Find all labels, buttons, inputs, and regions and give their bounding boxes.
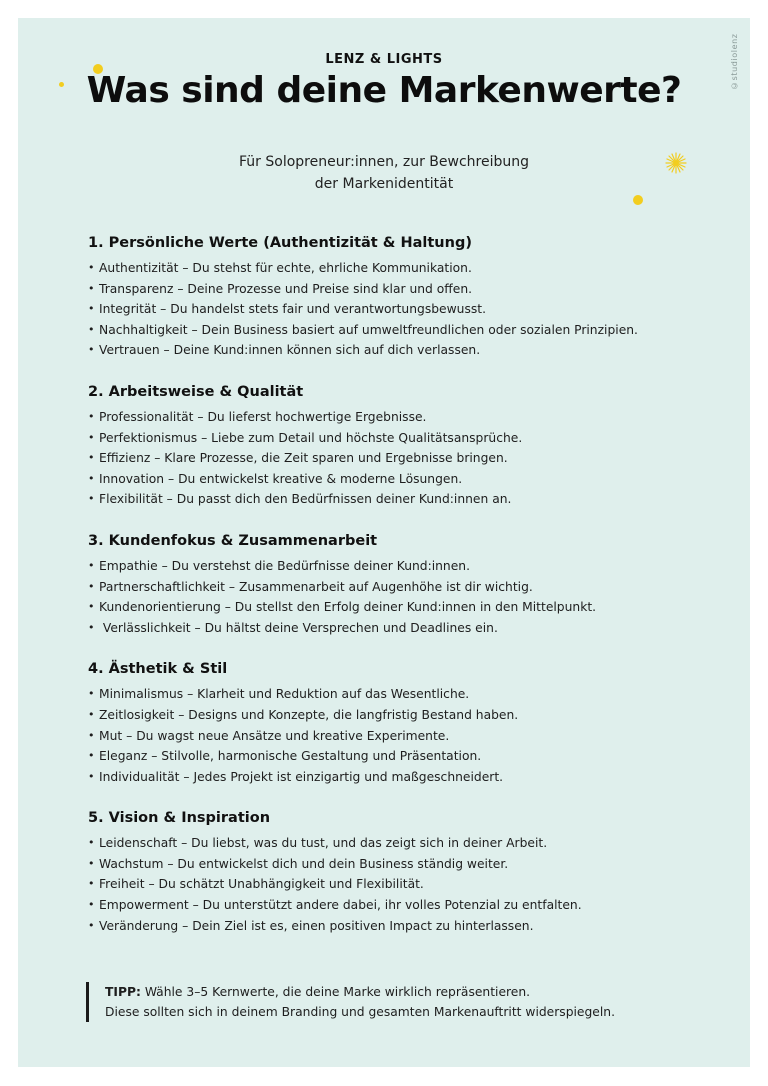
list-item: • Partnerschaftlichkeit – Zusammenarbeit auf Augenhöhe ist dir wichtig.: [88, 577, 728, 598]
subtitle-line-1: Für Solopreneur:innen, zur Bewchreibung: [239, 154, 529, 170]
page-subtitle: [0, 151, 768, 195]
list-item: • Individualität – Jedes Projekt ist einzigartig und maßgeschneidert.: [88, 767, 728, 788]
list-item: • Veränderung – Dein Ziel ist es, einen positiven Impact zu hinterlassen.: [88, 916, 728, 937]
page-title: Was sind deine Markenwerte?: [86, 70, 682, 111]
list-item: • Wachstum – Du entwickelst dich und dein Business ständig weiter.: [88, 854, 728, 875]
list-item: • Perfektionismus – Liebe zum Detail und höchste Qualitätsansprüche.: [88, 428, 728, 449]
value-list: [88, 407, 728, 510]
list-item: • Zeitlosigkeit – Designs und Konzepte, die langfristig Bestand haben.: [88, 705, 728, 726]
tip-label: TIPP:: [105, 985, 141, 999]
tip-callout: [86, 982, 615, 1022]
brand-name: LENZ & LIGHTS: [325, 52, 443, 67]
list-item: • Transparenz – Deine Prozesse und Preise sind klar und offen.: [88, 279, 728, 300]
credit-watermark: ©studiolenz: [730, 33, 739, 90]
section-vision-inspiration: [88, 810, 728, 936]
section-work-quality: [88, 384, 728, 510]
section-heading: 2. Arbeitsweise & Qualität: [88, 383, 304, 400]
tip-line-2: Diese sollten sich in deinem Branding und gesamten Markenauftritt widerspiegeln.: [105, 1005, 615, 1019]
list-item: • Integrität – Du handelst stets fair und verantwortungsbewusst.: [88, 299, 728, 320]
list-item: • Kundenorientierung – Du stellst den Erfolg deiner Kund:innen in den Mittelpunkt.: [88, 597, 728, 618]
tip-line-1: [105, 982, 615, 1002]
list-item: • Nachhaltigkeit – Dein Business basiert auf umweltfreundlichen oder sozialen Prinzipien.: [88, 320, 728, 341]
values-sections: [88, 235, 728, 959]
list-item: • Leidenschaft – Du liebst, was du tust, und das zeigt sich in deiner Arbeit.: [88, 833, 728, 854]
subtitle-line-2: der Markenidentität: [314, 176, 454, 192]
tip-text-1: Wähle 3–5 Kernwerte, die deine Marke wirklich repräsentieren.: [140, 985, 531, 999]
section-heading: 3. Kundenfokus & Zusammenarbeit: [88, 532, 378, 549]
list-item: • Eleganz – Stilvolle, harmonische Gestaltung und Präsentation.: [88, 746, 728, 767]
list-item: • Vertrauen – Deine Kund:innen können sich auf dich verlassen.: [88, 340, 728, 361]
decorative-dot-right: [633, 195, 643, 205]
list-item: • Empathie – Du verstehst die Bedürfnisse deiner Kund:innen.: [88, 556, 728, 577]
section-heading: 4. Ästhetik & Stil: [88, 661, 228, 678]
section-customer-focus: [88, 533, 728, 638]
list-item: • Empowerment – Du unterstützt andere dabei, ihr volles Potenzial zu entfalten.: [88, 895, 728, 916]
section-personal-values: [88, 235, 728, 361]
value-list: [88, 833, 728, 936]
list-item: • Freiheit – Du schätzt Unabhängigkeit und Flexibilität.: [88, 874, 728, 895]
section-heading: 5. Vision & Inspiration: [88, 810, 271, 827]
section-aesthetics-style: [88, 661, 728, 787]
list-item: • Authentizität – Du stehst für echte, ehrliche Kommunikation.: [88, 258, 728, 279]
list-item: • Innovation – Du entwickelst kreative & moderne Lösungen.: [88, 469, 728, 490]
list-item: • Effizienz – Klare Prozesse, die Zeit sparen und Ergebnisse bringen.: [88, 448, 728, 469]
list-item: • Verlässlichkeit – Du hältst deine Versprechen und Deadlines ein.: [88, 618, 728, 639]
value-list: [88, 258, 728, 361]
list-item: • Professionalität – Du lieferst hochwertige Ergebnisse.: [88, 407, 728, 428]
list-item: • Mut – Du wagst neue Ansätze und kreative Experimente.: [88, 726, 728, 747]
value-list: [88, 684, 728, 787]
list-item: • Flexibilität – Du passt dich den Bedürfnissen deiner Kund:innen an.: [88, 489, 728, 510]
list-item: • Minimalismus – Klarheit und Reduktion auf das Wesentliche.: [88, 684, 728, 705]
value-list: [88, 556, 728, 638]
section-heading: 1. Persönliche Werte (Authentizität & Haltung): [88, 235, 472, 251]
